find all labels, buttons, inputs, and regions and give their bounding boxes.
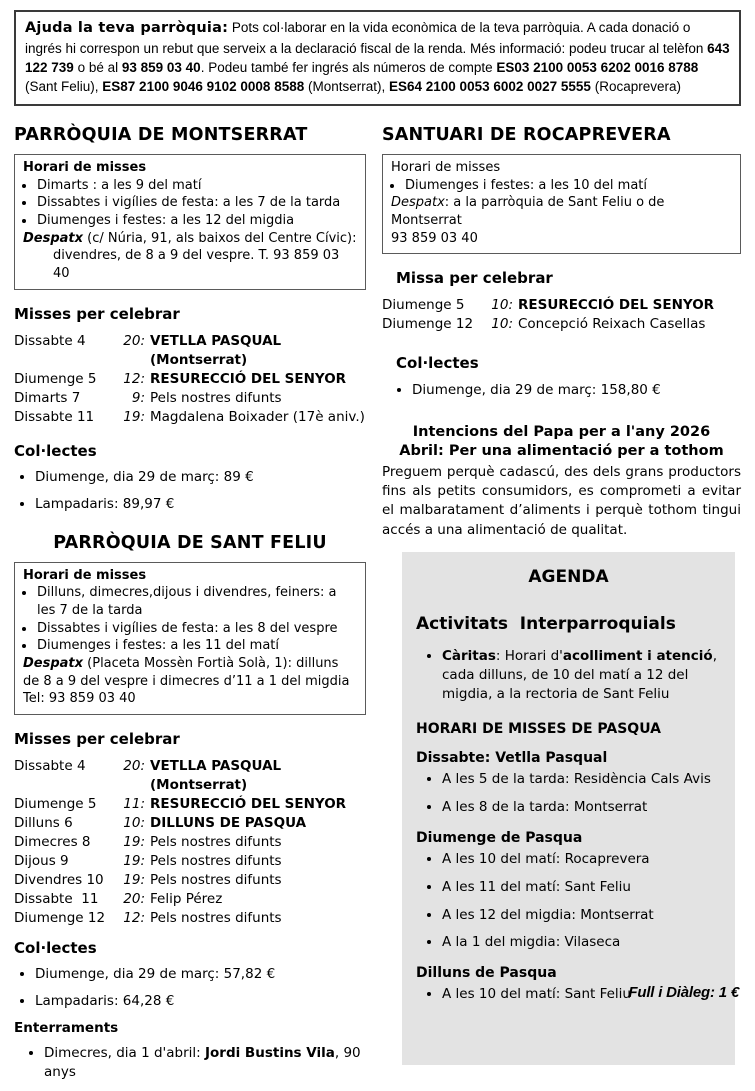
montserrat-title: PARRÒQUIA DE MONTSERRAT [14, 125, 308, 146]
horari-list [23, 177, 357, 230]
montserrat-misses-list [14, 332, 366, 427]
mass-row [14, 757, 366, 795]
mass-time: 20: [123, 332, 145, 349]
mass-time: 19: [123, 834, 145, 851]
mass-desc: Pels nostres difunts [150, 910, 282, 927]
telephone-line: Tel: 93 859 03 40 [23, 691, 136, 707]
horari-list [391, 177, 732, 195]
mass-time: 19: [123, 408, 145, 425]
mass-desc: DILLUNS DE PASQUA [150, 815, 307, 832]
mass-row [14, 408, 366, 427]
mass-time: 11: [123, 796, 145, 813]
mass-desc: Concepció Reixach Casellas [518, 316, 706, 333]
caritas-item: • Càritas: Horari d'acolliment i atenció, cada dilluns, de 10 del matí a 12 del migdia, a la rectoria de Sant Feliu [442, 647, 721, 704]
mass-desc: Pels nostres difunts [150, 853, 282, 870]
despatx-text: : a la parròquia de Sant Feliu o de Montserrat [391, 195, 665, 229]
notice-title: Ajuda la teva parròquia: [25, 20, 229, 36]
horari-item: • Dilluns, dimecres,dijous i divendres, feiners: a les 7 de la tarda [36, 584, 357, 619]
santfeliu-collectes-list [14, 966, 366, 1009]
despatx-text: (Placeta Mossèn Fortià Solà, 1): dilluns de 8 a 9 del vespre i dimecres d’11 a 1 del migdia [23, 656, 350, 689]
collecta-item: • Lampadaris: 64,28 € [35, 993, 366, 1009]
despatx-label: Despatx [391, 195, 445, 211]
enterraments-list [14, 1044, 366, 1082]
mass-time: 10: [123, 815, 145, 832]
horari-title: Horari de misses [23, 160, 147, 176]
activitats-title: Activitats Interparroquials [416, 614, 676, 635]
pasqua-section-list [416, 770, 721, 817]
right-column [382, 125, 741, 1091]
mass-day: Diumenge 5 [14, 370, 97, 387]
mass-desc: Felip Pérez [150, 891, 223, 908]
collecta-item: • Diumenge, dia 29 de març: 89 € [35, 469, 366, 485]
mass-day: Diumenge 5 [382, 297, 465, 314]
despatx-line2: divendres, de 8 a 9 del vespre. T. 93 859 03 40 [53, 248, 340, 282]
pasqua-section-heading: Dilluns de Pasqua [416, 965, 557, 982]
mass-day: Dimecres 8 [14, 834, 91, 851]
despatx-line [391, 194, 732, 229]
pasqua-section [416, 750, 721, 817]
mass-day: Diumenge 5 [14, 796, 97, 813]
rocaprevera-title: SANTUARI DE ROCAPREVERA [382, 125, 671, 146]
pasqua-schedule-title: HORARI DE MISSES DE PASQUA [416, 720, 661, 737]
mass-row [14, 370, 366, 389]
notice-body: Pots col·laborar en la vida econòmica de la teva parròquia. A cada donació o ingrés hi correspon un rebut que serveix a la declaració fiscal de la renda. Més informació: podeu trucar al telèfon 643 122 739 o bé al 93 859 03 40. Podeu també fer ingrés als números de compte ES03 2100 0053 6202 0016 8788 (Sant Feliu), ES87 2100 9046 9102 0008 8588 (Montserrat), ES64 2100 0053 6002 0027 5555 (Rocaprevera) [25, 20, 730, 94]
rocaprevera-misses-title: Missa per celebrar [396, 269, 553, 288]
despatx-label: Despatx [23, 656, 84, 672]
mass-day: Divendres 10 [14, 872, 104, 889]
horari-item: • Diumenges i festes: a les 12 del migdia [36, 212, 357, 230]
mass-time: 19: [123, 872, 145, 889]
mass-day: Dilluns 6 [14, 815, 73, 832]
pasqua-section-heading: Diumenge de Pasqua [416, 829, 583, 846]
rocaprevera-horari-box [382, 154, 741, 254]
montserrat-misses-title: Misses per celebrar [14, 304, 180, 323]
pasqua-item: • A les 12 del migdia: Montserrat [442, 906, 721, 925]
pasqua-item: • A la 1 del migdia: Vilaseca [442, 933, 721, 952]
left-column [14, 125, 366, 1091]
mass-time: 19: [123, 853, 145, 870]
mass-row [14, 852, 366, 871]
mass-day: Dissabte 11 [14, 891, 99, 908]
santfeliu-horari-box [14, 562, 366, 715]
rocaprevera-misses-list [382, 296, 741, 334]
mass-desc: Pels nostres difunts [150, 872, 282, 889]
mass-day: Dissabte 4 [14, 758, 86, 775]
horari-item: • Dissabtes i vigílies de festa: a les 8 del vespre [36, 620, 357, 638]
horari-item: • Dissabtes i vigílies de festa: a les 7 de la tarda [36, 194, 357, 212]
despatx-line [23, 655, 357, 690]
montserrat-horari-box [14, 154, 366, 290]
santfeliu-collectes-title: Col·lectes [14, 939, 97, 958]
mass-desc: RESURECCIÓ DEL SENYOR [518, 297, 715, 314]
mass-row [382, 315, 741, 334]
mass-row [14, 795, 366, 814]
collecta-item: • Lampadaris: 89,97 € [35, 496, 366, 512]
mass-desc: VETLLA PASQUAL (Montserrat) [150, 758, 282, 794]
pasqua-item: • A les 11 del matí: Sant Feliu [442, 878, 721, 897]
papa-intentions [382, 423, 741, 540]
mass-desc: Magdalena Boixader (17è aniv.) [150, 408, 365, 425]
mass-day: Dimarts 7 [14, 389, 81, 406]
mass-desc: RESURECCIÓ DEL SENYOR [150, 796, 347, 813]
mass-time: 20: [123, 891, 145, 908]
pasqua-sections [416, 750, 721, 1004]
pasqua-item: • A les 8 de la tarda: Montserrat [442, 798, 721, 817]
mass-row [14, 890, 366, 909]
papa-body: Preguem perquè cadascú, des dels grans productors fins als petits consumidors, es comprometi a evitar el malbaratament d’aliments i perquè tothom tingui accés a una alimentació de qualitat. [382, 463, 741, 538]
mass-row [14, 871, 366, 890]
mass-time: 10: [491, 316, 513, 333]
rocaprevera-collectes-title: Col·lectes [396, 354, 479, 373]
montserrat-collectes-title: Col·lectes [14, 441, 97, 460]
mass-desc: Pels nostres difunts [150, 389, 282, 406]
horari-title: Horari de misses [23, 567, 147, 583]
enterraments-title: Enterraments [14, 1020, 119, 1037]
mass-row [382, 296, 741, 315]
santfeliu-title: PARRÒQUIA DE SANT FELIU [53, 532, 327, 553]
despatx-label: Despatx [23, 230, 84, 246]
pasqua-item: • A les 10 del matí: Sant Feliu [442, 985, 721, 1004]
mass-day: Dissabte 4 [14, 332, 86, 349]
mass-row [14, 389, 366, 408]
enterrament-item: • Dimecres, dia 1 d'abril: Jordi Bustins Vila, 90 anys [44, 1044, 366, 1082]
pasqua-section [416, 830, 721, 953]
horari-item: • Diumenges i festes: a les 11 del matí [36, 637, 357, 655]
pasqua-section-list [416, 850, 721, 953]
horari-item: • Dimarts : a les 9 del matí [36, 177, 357, 195]
agenda-title: AGENDA [528, 567, 609, 588]
telephone-line: 93 859 03 40 [391, 230, 478, 246]
mass-row [14, 814, 366, 833]
donation-notice-box [14, 10, 741, 106]
pasqua-item: • A les 10 del matí: Rocaprevera [442, 850, 721, 869]
mass-desc: VETLLA PASQUAL (Montserrat) [150, 332, 282, 368]
papa-heading-line2: Abril: Per una alimentació per a tothom [399, 443, 724, 460]
mass-day: Dijous 9 [14, 853, 69, 870]
mass-row [14, 332, 366, 370]
mass-time: 12: [123, 910, 145, 927]
pasqua-section-heading: Dissabte: Vetlla Pasqual [416, 749, 608, 766]
montserrat-collectes-list [14, 469, 366, 512]
footer-price: Full i Diàleg: 1 € [628, 984, 739, 1001]
santfeliu-misses-title: Misses per celebrar [14, 730, 180, 749]
pasqua-item: • A les 5 de la tarda: Residència Cals Avis [442, 770, 721, 789]
mass-time: 12: [123, 370, 145, 387]
collecta-item: • Diumenge, dia 29 de març: 158,80 € [412, 381, 741, 400]
mass-row [14, 833, 366, 852]
mass-day: Diumenge 12 [382, 316, 474, 333]
despatx-text: (c/ Núria, 91, als baixos del Centre Cívic): [83, 230, 357, 246]
horari-item: • Diumenges i festes: a les 10 del matí [404, 177, 732, 195]
mass-time: 9: [131, 389, 145, 406]
mass-row [14, 909, 366, 928]
horari-title: Horari de misses [391, 160, 501, 176]
mass-day: Dissabte 11 [14, 408, 95, 425]
collecta-item: • Diumenge, dia 29 de març: 57,82 € [35, 966, 366, 982]
mass-time: 10: [491, 297, 513, 314]
santfeliu-misses-list [14, 757, 366, 928]
mass-time: 20: [123, 758, 145, 775]
horari-list [23, 584, 357, 655]
mass-day: Diumenge 12 [14, 910, 106, 927]
papa-heading-line1: Intencions del Papa per a l'any 2026 [412, 424, 711, 441]
rocaprevera-collectes-list [382, 381, 741, 400]
mass-desc: Pels nostres difunts [150, 834, 282, 851]
mass-desc: RESURECCIÓ DEL SENYOR [150, 370, 347, 387]
despatx-line [23, 230, 357, 248]
two-column-layout [14, 125, 741, 1091]
caritas-list [416, 647, 721, 704]
